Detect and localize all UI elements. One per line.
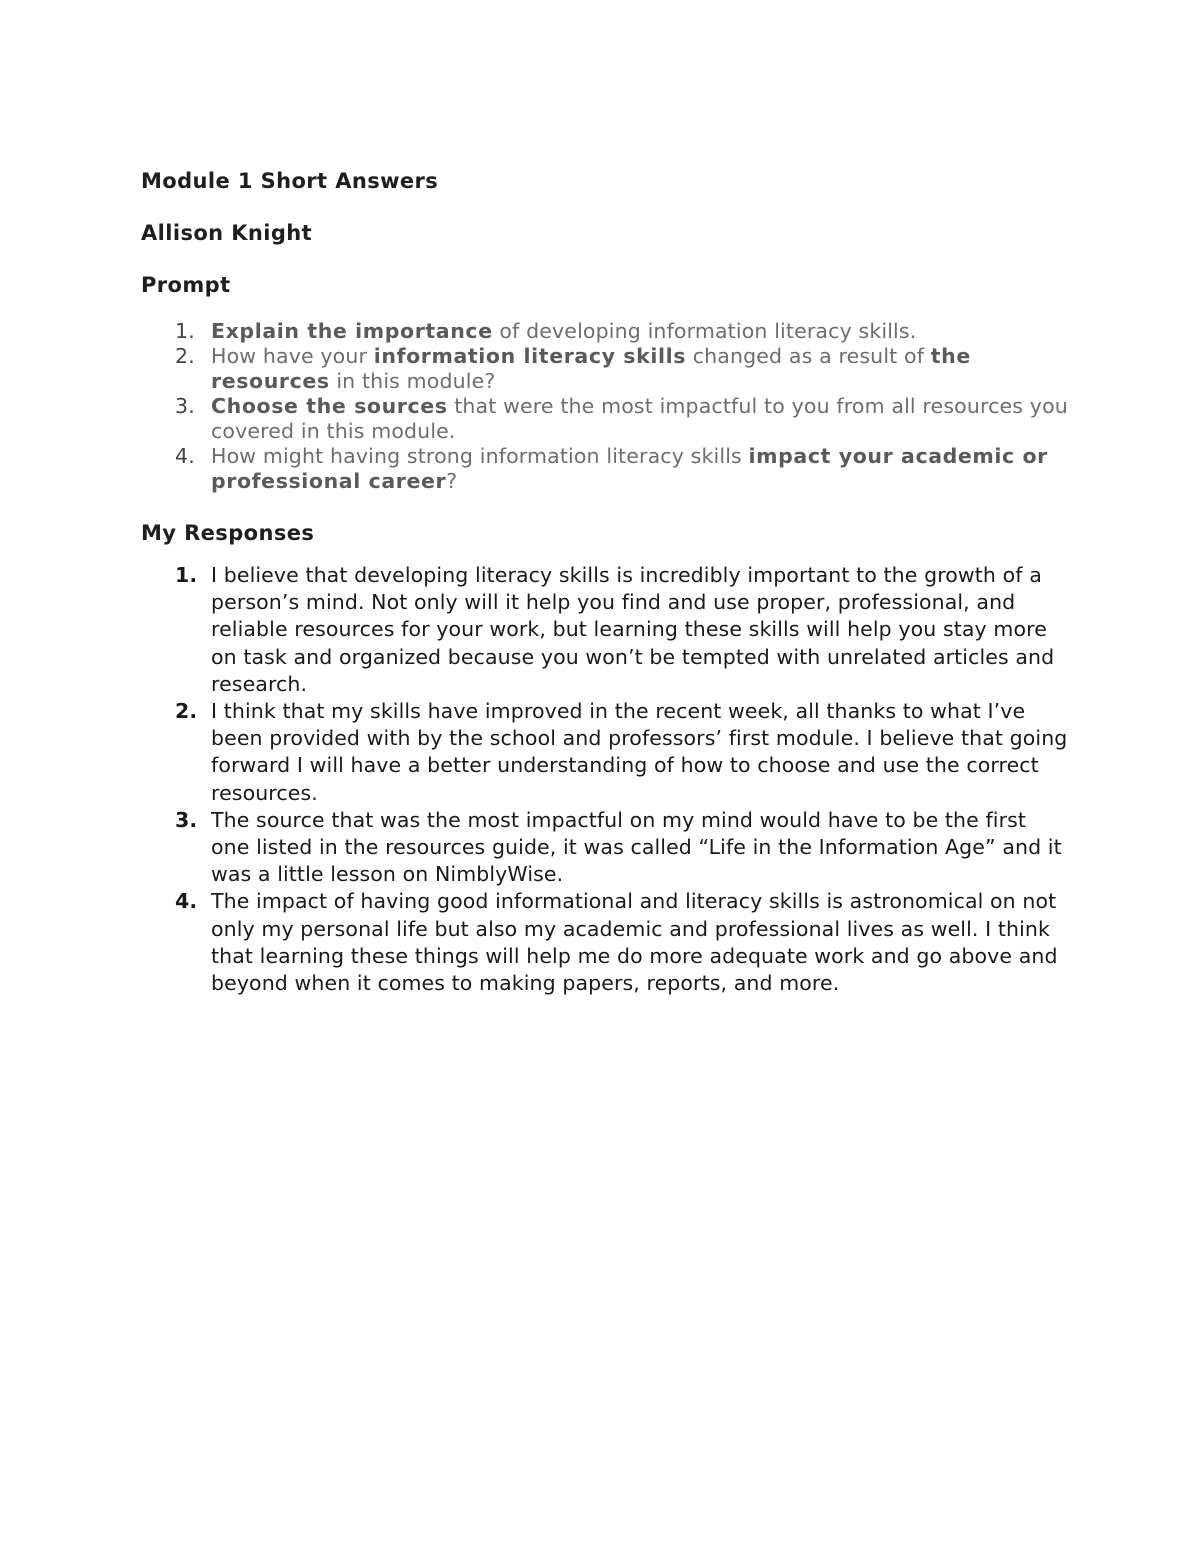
prompt-list <box>141 319 1071 494</box>
prompt-text: changed as a result of <box>686 344 931 368</box>
prompt-heading: Prompt <box>141 273 231 297</box>
prompt-emphasis: impact your academic or professional career <box>211 444 1048 493</box>
response-text: I think that my skills have improved in the recent week, all thanks to what I’ve been provided with by the school and professors’ first module. I believe that going forward I will have a better understanding of how to choose and use the correct resources. <box>211 699 1068 805</box>
prompt-number: 3. <box>175 394 195 418</box>
prompt-emphasis: the resources <box>211 344 971 393</box>
prompt-number: 1. <box>175 319 195 343</box>
response-text: The source that was the most impactful on my mind would have to be the first one listed in the resources guide, it was called “Life in the Information Age” and it was a little lesson on NimblyWise. <box>211 807 1062 887</box>
document-title: Module 1 Short Answers <box>141 169 439 193</box>
prompt-text: of developing information literacy skills. <box>492 319 917 343</box>
response-number: 2. <box>175 699 198 724</box>
prompt-item <box>140 344 1071 394</box>
prompt-emphasis: information literacy skills <box>373 344 687 368</box>
response-item <box>140 698 1071 807</box>
response-item <box>140 888 1071 997</box>
response-number: 3. <box>175 807 198 832</box>
prompt-text: in this module? <box>329 369 496 393</box>
response-item <box>140 807 1071 889</box>
response-item <box>140 562 1071 698</box>
prompt-number: 4. <box>175 444 195 468</box>
prompt-item <box>140 394 1071 444</box>
prompt-text: How have your <box>211 344 374 368</box>
prompt-text: that were the most impactful to you from all resources you covered in this module. <box>211 394 1068 443</box>
responses-heading: My Responses <box>141 521 315 545</box>
document-body <box>141 166 1071 997</box>
prompt-emphasis: Choose the sources <box>211 394 448 418</box>
author-name: Allison Knight <box>141 221 313 245</box>
prompt-text: ? <box>446 469 458 493</box>
prompt-text: How might having strong information literacy skills <box>211 444 749 468</box>
response-text: The impact of having good informational and literacy skills is astronomical on not only my personal life but also my academic and professional lives as well. I think that learning these things will help me do more adequate work and go above and beyond when it comes to making papers, reports, and more. <box>211 889 1058 996</box>
response-text: I believe that developing literacy skills is incredibly important to the growth of a person’s mind. Not only will it help you find and use proper, professional, and reliable resources for your work, but learning these skills will help you stay more on task and organized because you won’t be tempted with unrelated articles and research. <box>211 563 1055 696</box>
prompt-item <box>140 444 1071 494</box>
prompt-number: 2. <box>175 344 195 368</box>
prompt-item <box>140 319 1071 344</box>
response-list <box>141 562 1071 997</box>
prompt-emphasis: Explain the importance <box>211 319 493 343</box>
response-number: 4. <box>175 889 198 914</box>
response-number: 1. <box>175 563 198 587</box>
